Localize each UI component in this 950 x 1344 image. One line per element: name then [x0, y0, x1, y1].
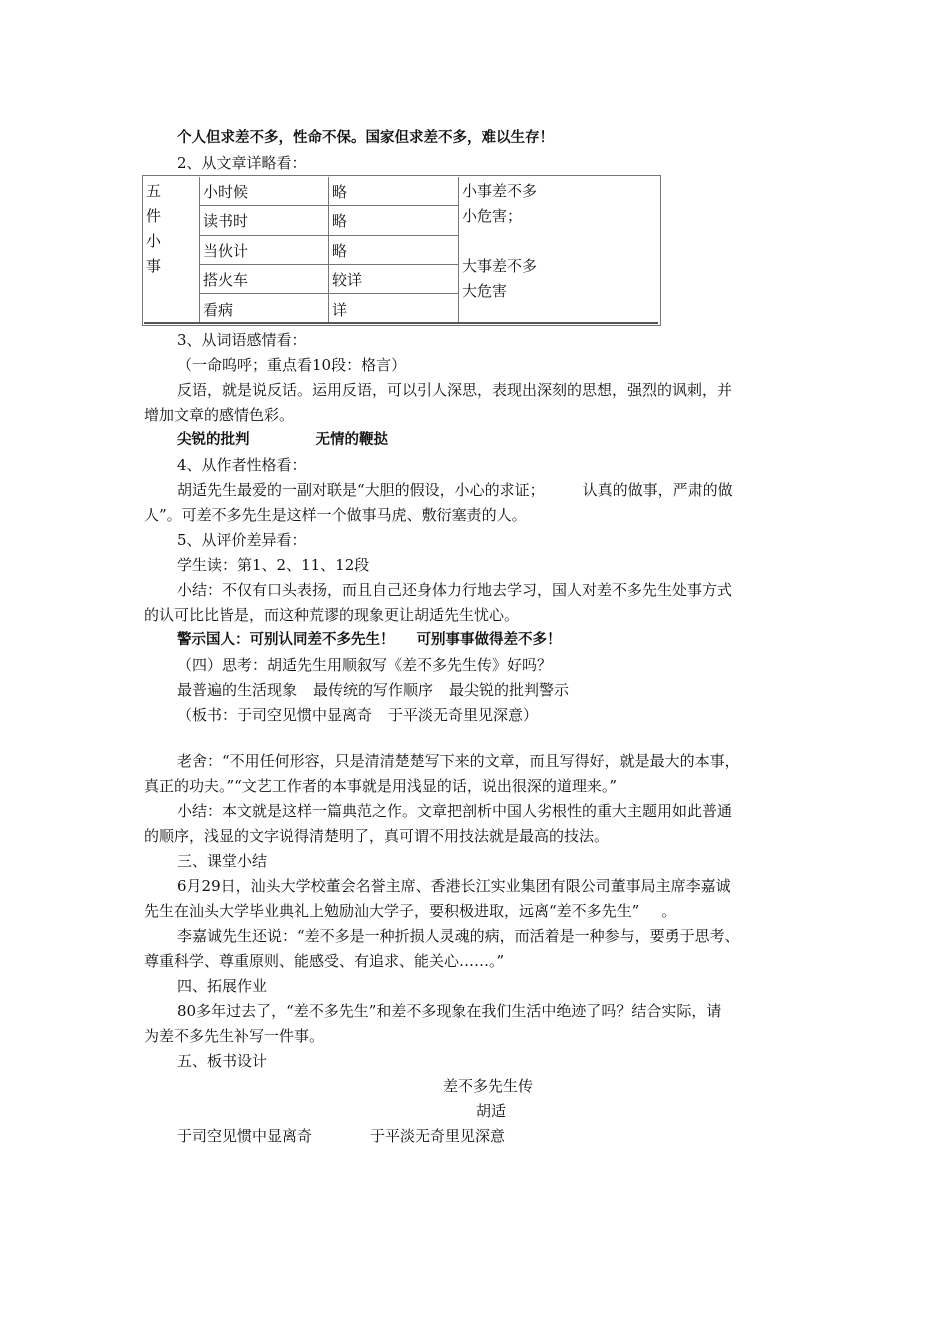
text-segment: 于平淡无奇里见深意	[370, 1127, 506, 1145]
text-segment: 认真的做事，严肃的做	[582, 481, 733, 499]
text-segment: 最尖锐的批判警示	[449, 681, 570, 699]
table-event-cell: 搭火车	[203, 271, 249, 289]
board-title: 差不多先生传	[443, 1077, 534, 1095]
text-line	[177, 478, 733, 502]
table-divider	[199, 264, 458, 265]
table-left-label-char: 件	[146, 207, 162, 225]
bold-conclusion-line: 个人但求差不多，性命不保。国家但求差不多，难以生存！	[177, 130, 554, 146]
table-small-matter-text: 小事差不多	[462, 182, 538, 200]
table-divider	[199, 235, 458, 236]
text-line	[177, 703, 538, 727]
board-author: 胡适	[476, 1102, 507, 1120]
table-event-cell: 当伙计	[203, 242, 249, 260]
text-line: 80多年过去了，“差不多先生”和差不多现象在我们生活中绝迹了吗？结合实际，请	[177, 1002, 722, 1020]
text-line: 小结：本文就是这样一篇典范之作。文章把剖析中国人劣根性的重大主题用如此普通	[177, 802, 733, 820]
text-line: 反语，就是说反话。运用反语，可以引人深思，表现出深刻的思想，强烈的讽刺，并	[177, 381, 733, 399]
section-word-emotion-heading: 3、从词语感情看：	[177, 331, 307, 349]
table-small-harm-text: 小危害；	[462, 207, 523, 225]
table-divider	[328, 177, 329, 324]
text-segment: 先生在汕头大学毕业典礼上勉励汕大学子，要积极进取，远离“差不多先生”	[144, 902, 640, 920]
section-homework-heading: 四、拓展作业	[177, 977, 268, 995]
text-line: 学生读：第1、2、11、12段	[177, 556, 370, 574]
table-detail-cell: 详	[332, 301, 348, 319]
table-divider	[199, 177, 200, 324]
section-author-heading: 4、从作者性格看：	[177, 456, 307, 474]
section-board-heading: 五、板书设计	[177, 1052, 268, 1070]
text-line	[177, 678, 569, 702]
table-left-label-char: 小	[146, 232, 162, 250]
table-big-matter-text: 大事差不多	[462, 257, 538, 275]
text-line: 小结：不仅有口头表扬，而且自己还身体力行地去学习，国人对差不多先生处事方式	[177, 581, 733, 599]
text-segment: （板书：于司空见惯中显离奇	[177, 706, 373, 724]
table-divider	[199, 205, 458, 206]
table-big-harm-text: 大危害	[462, 282, 508, 300]
bold-phrase: 无情的鞭挞	[315, 432, 388, 448]
section-detail-heading: 2、从文章详略看：	[177, 154, 307, 172]
section-evaluation-heading: 5、从评价差异看：	[177, 531, 307, 549]
table-left-label-char: 五	[146, 182, 162, 200]
text-line: （一命呜呼；重点看10段：格言）	[177, 356, 407, 374]
text-segment: 最普遍的生活现象	[177, 681, 298, 699]
text-segment: 最传统的写作顺序	[313, 681, 434, 699]
bold-criticism-line	[177, 428, 388, 452]
table-event-cell: 读书时	[203, 212, 249, 230]
text-line	[144, 899, 676, 923]
table-detail-cell: 略	[332, 212, 348, 230]
bold-phrase: 尖锐的批判	[177, 432, 250, 448]
text-line: 的顺序，浅显的文字说得清楚明了，真可谓不用技法就是最高的技法。	[144, 827, 610, 845]
text-line: 的认可比比皆是，而这种荒谬的现象更让胡适先生忧心。	[144, 606, 520, 624]
text-line: 增加文章的感情色彩。	[144, 406, 295, 424]
text-line: 为差不多先生补写一件事。	[144, 1027, 325, 1045]
table-divider	[199, 293, 458, 294]
table-event-cell: 小时候	[203, 183, 249, 201]
table-event-cell: 看病	[203, 301, 234, 319]
text-line: 6月29日，汕头大学校董会名誉主席、香港长江实业集团有限公司董事局主席李嘉诚	[177, 877, 731, 895]
bold-phrase: 可别事事做得差不多！	[416, 632, 562, 648]
section-thinking-heading: （四）思考：胡适先生用顺叙写《差不多先生传》好吗？	[177, 656, 553, 674]
table-detail-cell: 略	[332, 183, 348, 201]
table-left-label-char: 事	[146, 257, 162, 275]
text-segment: 于司空见惯中显离奇	[177, 1127, 313, 1145]
text-segment: 胡适先生最爱的一副对联是“大胆的假设，小心的求证；	[177, 481, 545, 499]
text-segment: 。	[661, 902, 677, 920]
bold-warning-line	[177, 628, 562, 652]
board-line	[177, 1124, 505, 1148]
table-detail-cell: 略	[332, 242, 348, 260]
section-summary-heading: 三、课堂小结	[177, 852, 268, 870]
table-bottom-rule	[144, 322, 658, 324]
text-line: 人”。可差不多先生是这样一个做事马虎、敷衍塞责的人。	[144, 506, 527, 524]
text-line: 尊重科学、尊重原则、能感受、有追求、能关心……。”	[144, 952, 505, 970]
text-line: 真正的功夫。”“文艺工作者的本事就是用浅显的话，说出很深的道理来。”	[144, 777, 618, 795]
bold-phrase: 警示国人：可别认同差不多先生！	[177, 632, 395, 648]
text-line: 李嘉诚先生还说：“差不多是一种折损人灵魂的病，而活着是一种参与，要勇于思考、	[177, 927, 740, 945]
table-divider	[458, 177, 459, 324]
text-segment: 于平淡无奇里见深意）	[388, 706, 539, 724]
text-line: 老舍：“不用任何形容，只是清清楚楚写下来的文章，而且写得好，就是最大的本事，	[177, 752, 740, 770]
table-detail-cell: 较详	[332, 271, 363, 289]
